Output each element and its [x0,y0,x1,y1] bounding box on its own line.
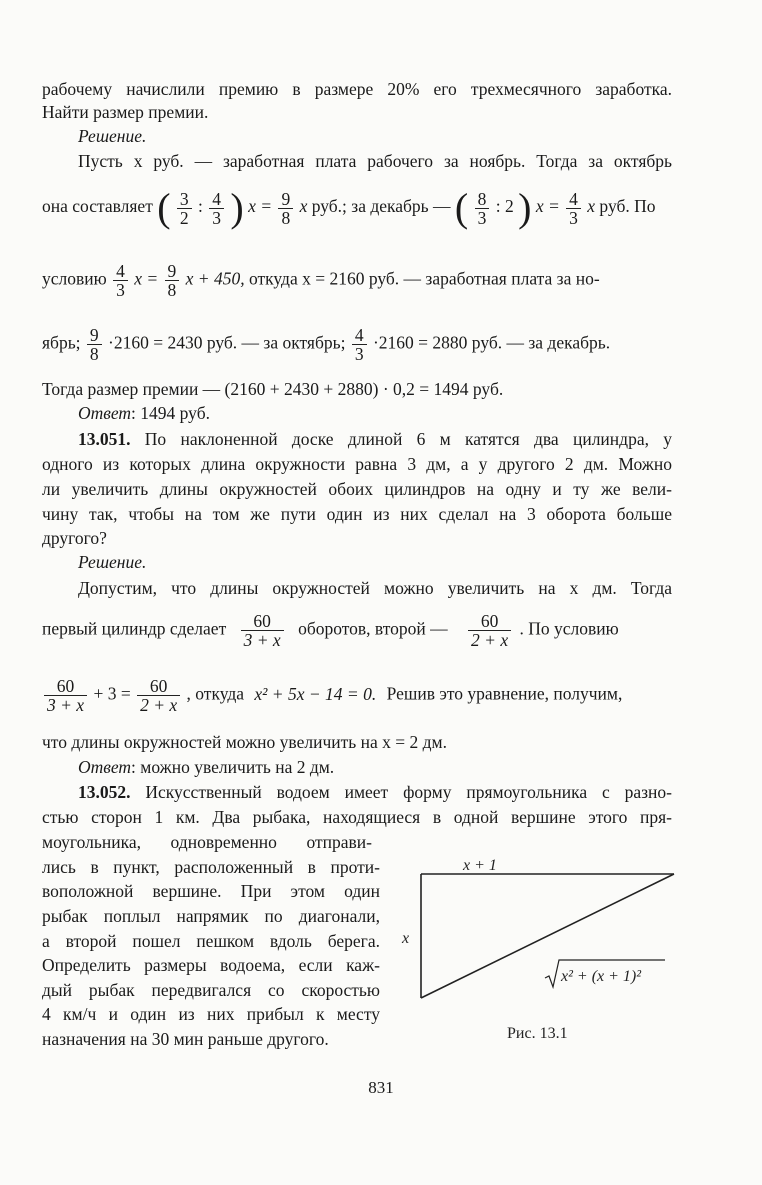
problem-number: 13.052. [78,782,131,802]
text-line: рыбак поплыл напрямик по диагонали, [42,906,380,926]
text-line: лись в пункт, расположенный в проти- [42,857,380,877]
math-fragment: x + 450, [185,268,245,289]
solution-heading: Решение. [78,552,147,572]
math-line [42,612,619,649]
fraction [241,612,284,649]
top-side-label: x + 1 [463,857,497,874]
math-fragment: + 3 = [93,683,131,704]
text-line: что длины окружностей можно увеличить на x = 2 дм. [42,732,447,752]
paren-left: ( [454,185,469,230]
text-line: 4 км/ч и один из них прибыл к месту [42,1004,380,1024]
numerator: 9 [165,262,180,281]
fraction [278,190,293,227]
math-fragment: x = [535,196,560,217]
numerator: 4 [113,262,128,281]
text-fragment: условию [42,268,107,289]
figure-caption: Рис. 13.1 [507,1025,568,1042]
math-line [42,185,656,230]
fraction [165,262,180,299]
math-fragment: x [587,196,596,217]
text-line: Найти размер премии. [42,102,209,122]
page-number: 831 [368,1078,394,1097]
text-line: одного из которых длина окружности равна 3 дм, а у другого 2 дм. Можно [42,454,672,474]
fraction [209,190,224,227]
answer-line [78,402,672,424]
text-line: Определить размеры водоема, если каж- [42,955,380,975]
fraction [468,612,511,649]
equation: x² + 5x − 14 = 0. [254,683,377,704]
denominator: 3 [477,207,487,228]
paren-right: ) [518,185,532,230]
math-fragment: x = [248,196,273,217]
left-side-label: x [402,930,410,947]
operator: : [198,196,203,217]
fraction [137,677,180,714]
text-fragment: откуда x = 2160 руб. — заработная плата за но- [248,268,600,289]
denominator: 3 [116,280,125,300]
math-line [42,262,600,299]
math-line [42,326,610,363]
text-line: Допустим, что длины окружностей можно увеличить на x дм. Тогда [78,578,672,598]
answer-text: : можно увеличить на 2 дм. [131,757,335,777]
answer-line [78,756,672,778]
text-fragment: руб. По [599,196,656,217]
numerator: 9 [278,190,293,209]
answer-label: Ответ [78,757,132,777]
fraction [44,677,87,714]
text-fragment: . По условию [519,618,619,639]
denominator: 3 [212,207,222,228]
text-line: ли увеличить длины окружностей обоих цилиндров на одну и ту же вели- [42,479,672,499]
fraction [352,326,367,363]
denominator: 3 + x [47,695,85,715]
answer-label: Ответ [78,403,132,423]
problem-line [78,781,672,803]
numerator: 60 [137,677,180,696]
numerator: 3 [177,190,192,209]
text-line: назначения на 30 мин раньше другого. [42,1029,329,1049]
fraction [177,190,192,227]
text-fragment: оборотов, второй — [298,618,448,639]
solution-heading: Решение. [78,126,147,146]
numerator: 4 [352,326,367,345]
problem-text: По наклоненной доске длиной 6 м катятся два цилиндра, у [130,429,672,449]
math-line [42,677,622,714]
numerator: 8 [475,190,490,209]
text-fragment: ·2160 = 2880 руб. — за декабрь. [372,332,611,353]
numerator: 60 [241,612,284,631]
fraction [475,190,490,227]
text-line: Пусть x руб. — заработная плата рабочего за ноябрь. Тогда за октябрь [78,151,672,171]
text-fragment: она составляет [42,196,153,217]
paren-right: ) [230,185,244,230]
denominator: 3 [569,207,578,228]
problem-text: Искусственный водоем имеет форму прямоугольника с разно- [130,782,672,802]
text-fragment: , откуда [186,683,245,704]
text-line: а второй пошел пешком вдоль берега. [42,931,380,951]
text-fragment: ·2160 = 2430 руб. — за октябрь; [108,332,346,353]
denominator: 8 [281,207,291,228]
text-fragment: ябрь; [42,332,81,353]
math-fragment: x [299,196,308,217]
denominator: 2 + x [140,695,178,715]
text-line: моугольника, одновременно отправи- [42,832,372,852]
operator: : 2 [495,196,514,217]
text-line: дый рыбак передвигался со скоростью [42,980,380,1000]
numerator: 60 [468,612,511,631]
text-line: Тогда размер премии — (2160 + 2430 + 2880) · 0,2 = 1494 руб. [42,379,504,399]
math-fragment: x = [134,268,159,289]
numerator: 60 [44,677,87,696]
figure-13-1 [395,848,685,1048]
denominator: 2 [179,207,189,228]
numerator: 9 [87,326,102,345]
text-fragment: Решив это уравнение, получим, [386,683,623,704]
denominator: 2 + x [471,630,509,650]
denominator: 3 + x [243,630,281,650]
text-line: другого? [42,528,107,548]
denominator: 8 [167,280,177,300]
text-fragment: первый цилиндр сделает [42,618,227,639]
numerator: 4 [209,190,224,209]
numerator: 4 [566,190,581,209]
problem-number: 13.051. [78,429,131,449]
fraction [87,326,102,363]
fraction [113,262,128,299]
text-line: чину так, чтобы на том же пути один из них сделал на 3 оборота больше [42,504,672,524]
answer-text: : 1494 руб. [131,403,210,423]
text-fragment: руб.; за декабрь — [311,196,451,217]
problem-line [78,428,672,450]
diagonal-label: x² + (x + 1)² [561,968,642,985]
text-line: рабочему начислили премию в размере 20% его трехмесячного заработка. [42,79,672,99]
denominator: 8 [89,344,99,364]
fraction [566,190,581,227]
paren-left: ( [157,185,171,230]
text-line: стью сторон 1 км. Два рыбака, находящиеся в одной вершине этого пря- [42,807,672,827]
text-line: воположной вершине. При этом один [42,881,380,901]
denominator: 3 [354,344,364,364]
